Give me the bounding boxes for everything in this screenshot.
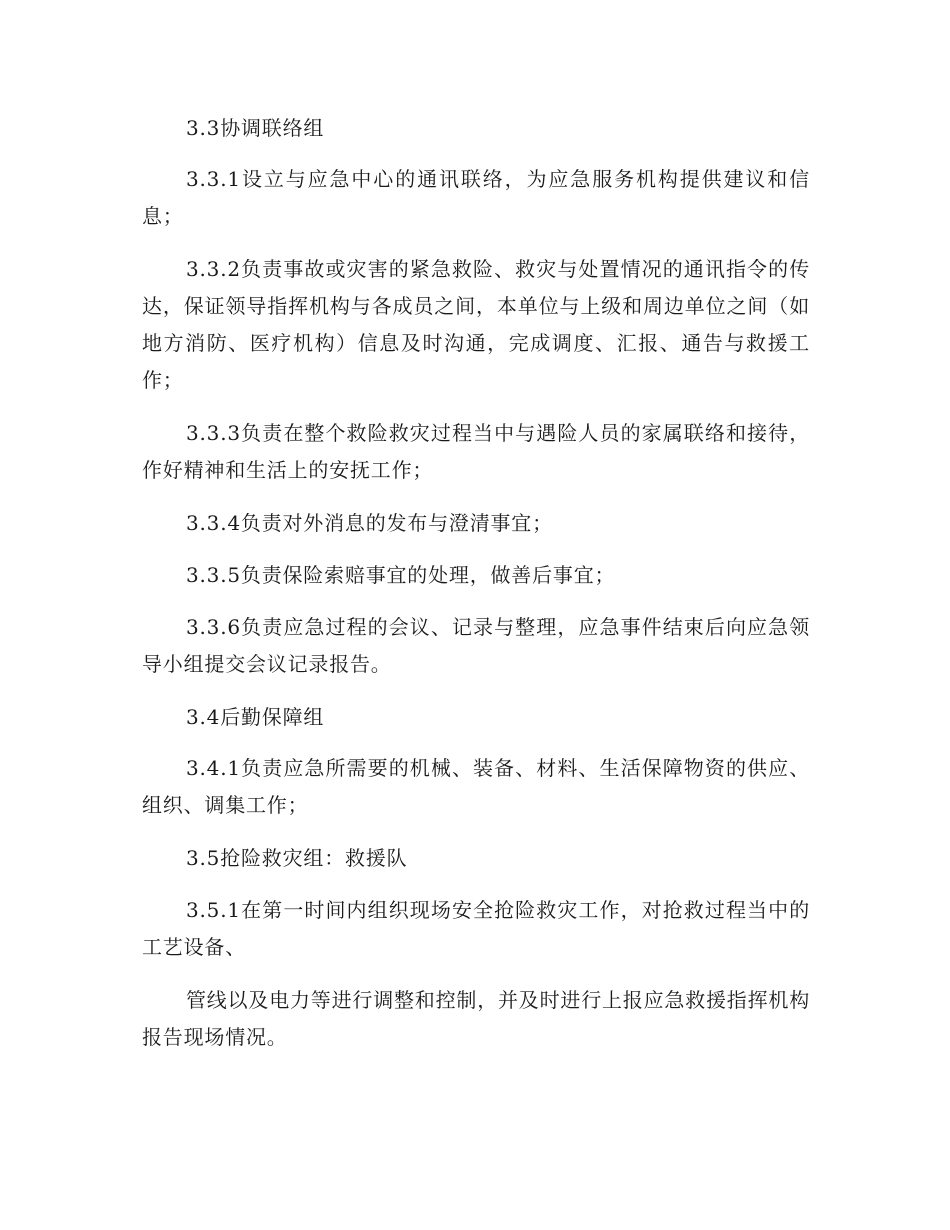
section-heading-3-5: 3.5抢险救灾组：救援队 bbox=[186, 846, 408, 870]
section-heading-3-3: 3.3协调联络组 bbox=[186, 116, 325, 140]
section-heading-3-4: 3.4后勤保障组 bbox=[186, 705, 325, 729]
paragraph-3-3-6: 3.3.6负责应急过程的会议、记录与整理，应急事件结束后向应急领导小组提交会议记录报告。 bbox=[142, 615, 810, 676]
paragraph-3-3-5: 3.3.5负责保险索赔事宜的处理，做善后事宜； bbox=[186, 563, 616, 587]
paragraph-3-3-4: 3.3.4负责对外消息的发布与澄清事宜； bbox=[186, 511, 553, 535]
paragraph-3-4-1: 3.4.1负责应急所需要的机械、装备、材料、生活保障物资的供应、组织、调集工作； bbox=[142, 756, 810, 817]
paragraph-3-3-2: 3.3.2负责事故或灾害的紧急救险、救灾与处置情况的通讯指令的传达，保证领导指挥机构与各成员之间，本单位与上级和周边单位之间（如地方消防、医疗机构）信息及时沟通，完成调度、汇报、通告与救援工作； bbox=[142, 257, 810, 392]
paragraph-3-5-1: 3.5.1在第一时间内组织现场安全抢险救灾工作，对抢救过程当中的工艺设备、 bbox=[142, 898, 810, 959]
paragraph-3-3-1: 3.3.1设立与应急中心的通讯联络，为应急服务机构提供建议和信息； bbox=[142, 167, 810, 228]
paragraph-continuation: 管线以及电力等进行调整和控制，并及时进行上报应急救援指挥机构报告现场情况。 bbox=[142, 988, 810, 1049]
paragraph-3-3-3: 3.3.3负责在整个救险救灾过程当中与遇险人员的家属联络和接待，作好精神和生活上的安抚工作； bbox=[142, 421, 810, 482]
